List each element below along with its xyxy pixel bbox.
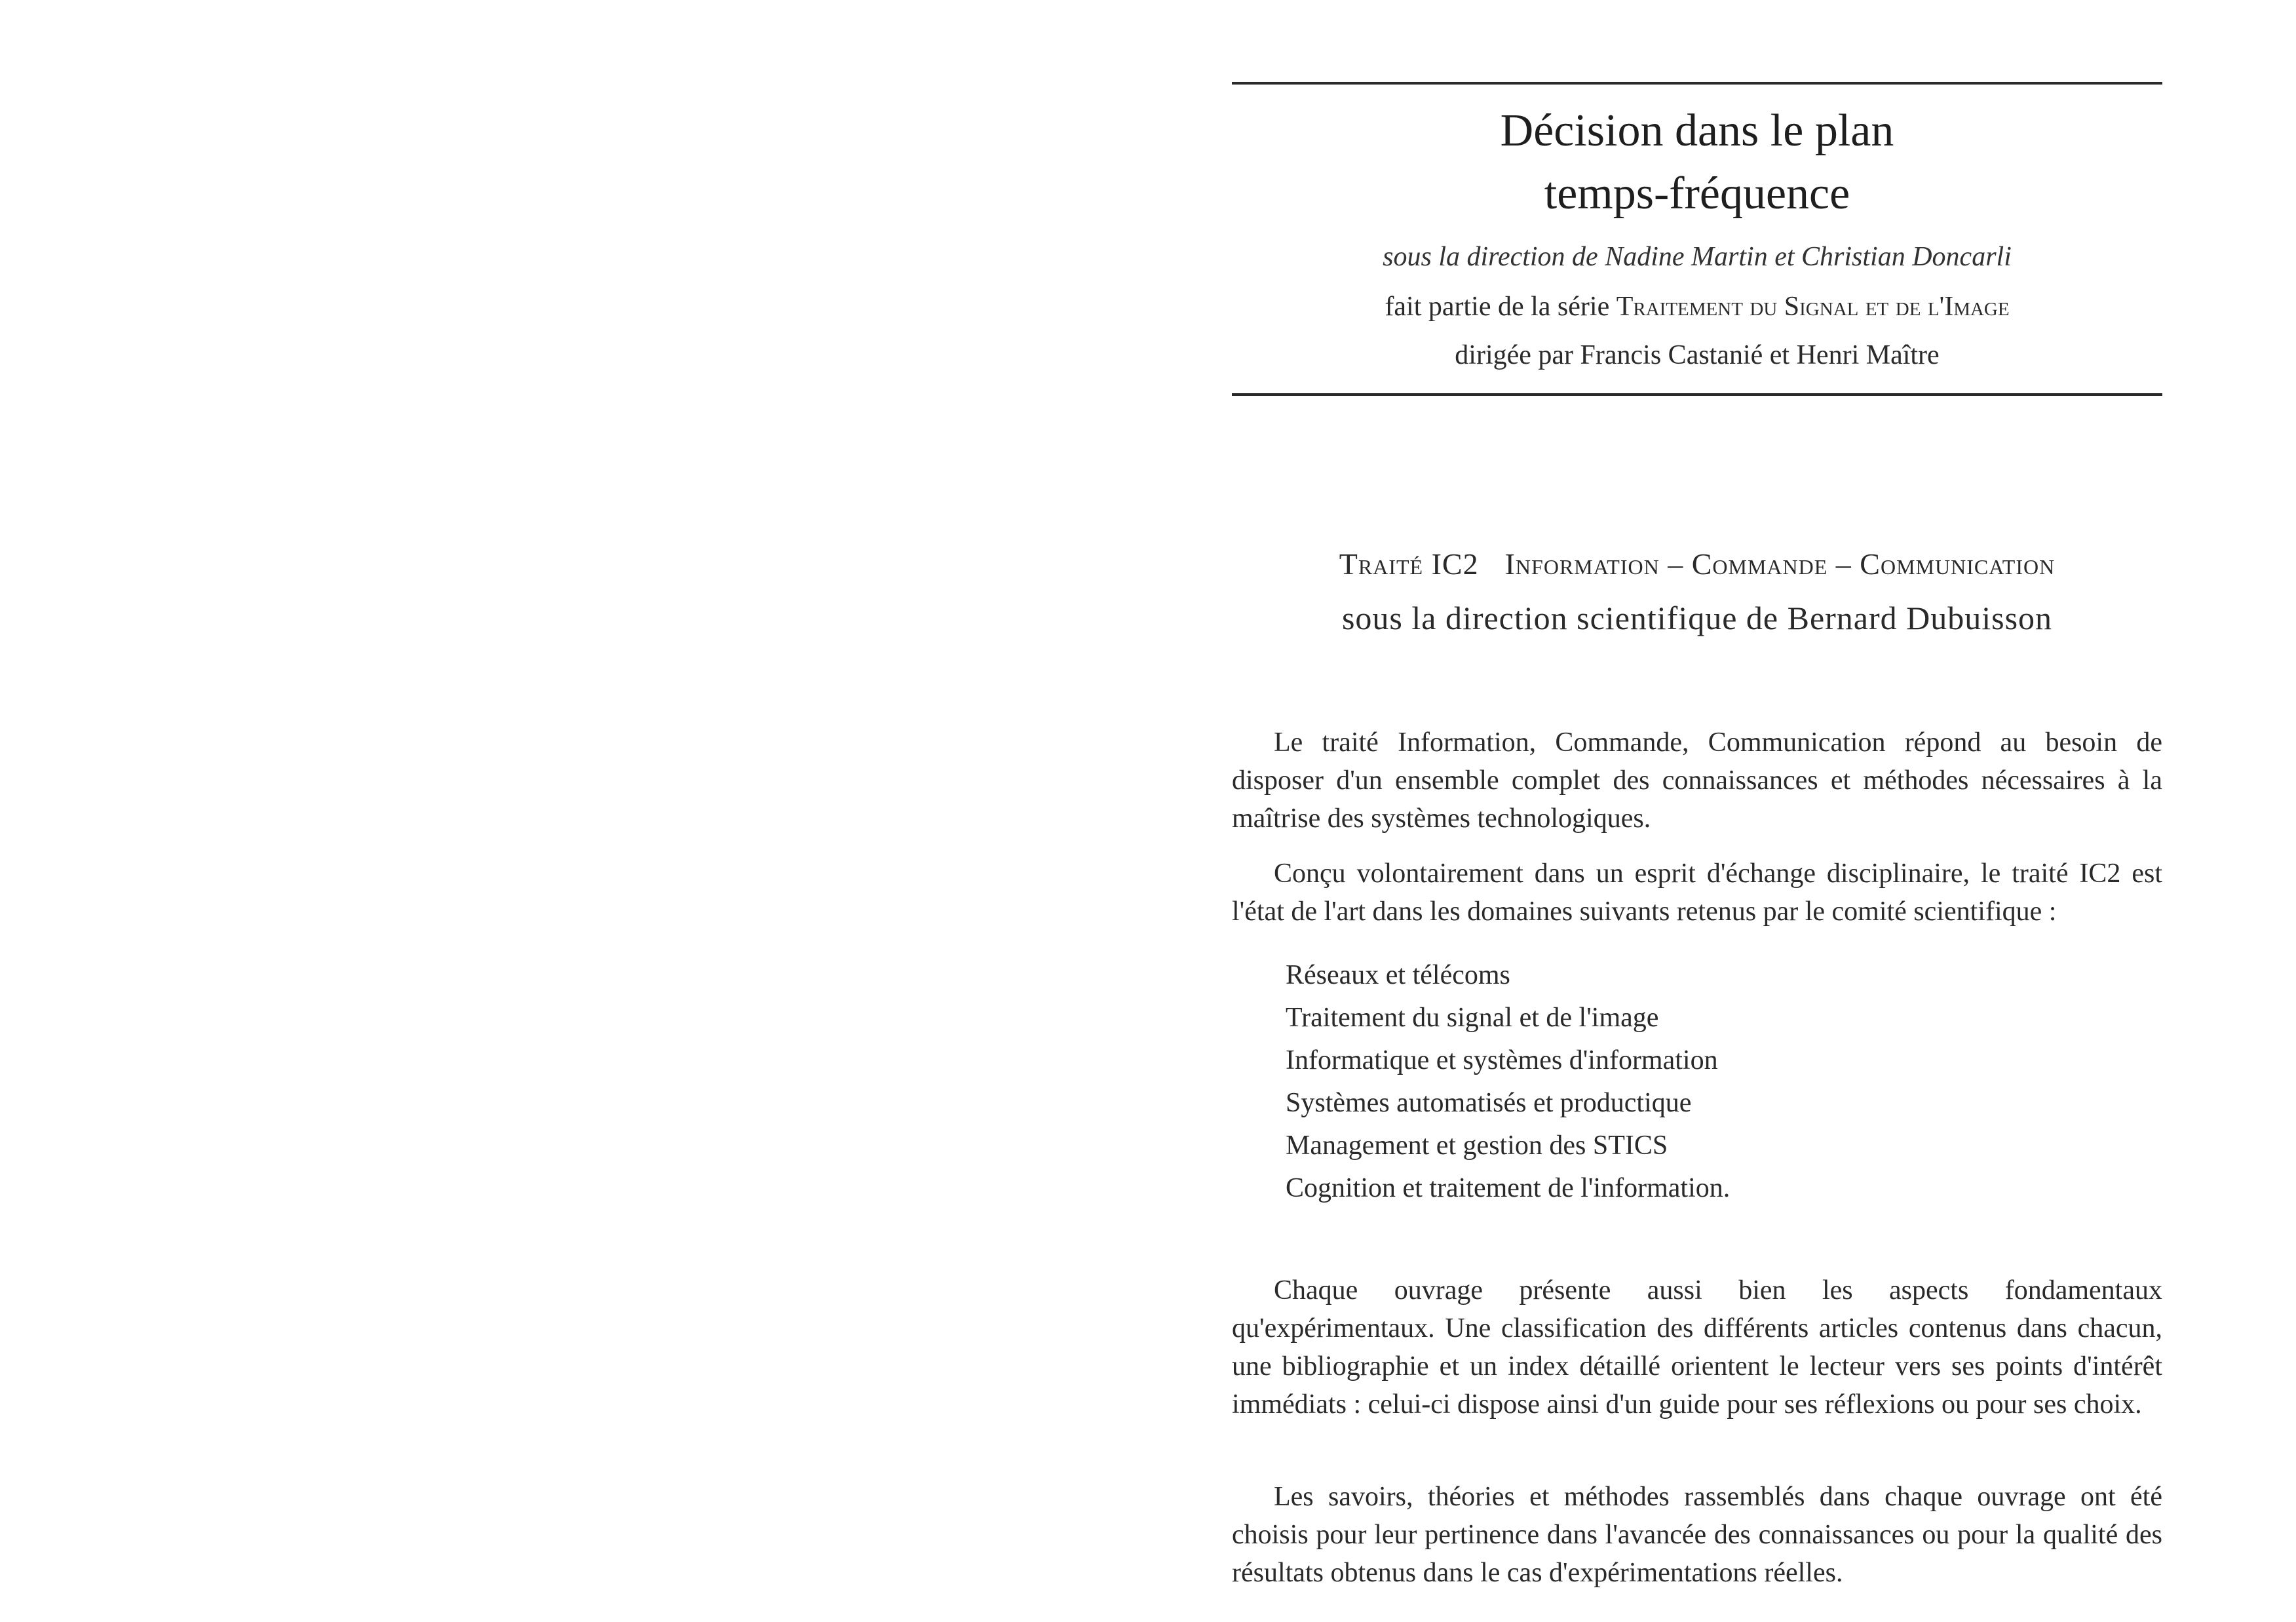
paragraph-knowledge: Les savoirs, théories et méthodes rassemblés dans chaque ouvrage ont été choisis pour leur pertinence dans l'avancée des connaissances ou pour la qualité des résultats obtenus dans le cas d'expérimentations réelles. (1232, 1482, 2162, 1588)
series-name: Traitement du Signal et de l'Image (1616, 292, 2010, 322)
editors-line: sous la direction de Nadine Martin et Christian Doncarli (1383, 242, 2012, 272)
treatise-name: Information – Commande – Communication (1504, 547, 2056, 581)
list-item: Réseaux et télécoms (1286, 960, 1510, 990)
book-title-line-2: temps-fréquence (1544, 168, 1850, 219)
treatise-heading (1232, 543, 2162, 586)
list-item: Management et gestion des STICS (1286, 1130, 1668, 1161)
series-prefix: fait partie de la série (1385, 292, 1617, 322)
right-page (1232, 0, 2162, 1622)
domain-list (1286, 954, 1730, 1210)
list-item: Informatique et systèmes d'information (1286, 1045, 1718, 1075)
list-item: Systèmes automatisés et productique (1286, 1088, 1692, 1118)
paragraph-intro: Le traité Information, Commande, Communication répond au besoin de disposer d'un ensemble complet des connaissances et méthodes nécessaires à la maîtrise des systèmes technologiques. (1232, 727, 2162, 834)
bottom-rule (1232, 393, 2162, 396)
paragraph-content: Chaque ouvrage présente aussi bien les aspects fondamentaux qu'expérimentaux. Une classification des différents articles contenus dans chacun, une bibliographie et un index détaillé orientent le lecteur vers ses points d'intérêt immédiats : celui-ci dispose ainsi d'un guide pour ses réflexions ou pour ses choix. (1232, 1275, 2162, 1419)
list-item: Cognition et traitement de l'information. (1286, 1173, 1731, 1203)
paragraph-domains-intro: Conçu volontairement dans un esprit d'échange disciplinaire, le traité IC2 est l'état de l'art dans les domaines suivants retenus par le comité scientifique : (1232, 859, 2162, 927)
series-directors-line: dirigée par Francis Castanié et Henri Maître (1455, 340, 1940, 370)
treatise-label: Traité IC2 (1339, 547, 1479, 581)
top-rule (1232, 82, 2162, 85)
scientific-direction-line: sous la direction scientifique de Bernard Dubuisson (1341, 600, 2053, 636)
list-item: Traitement du signal et de l'image (1286, 1003, 1659, 1033)
series-line (1232, 287, 2162, 326)
book-title-line-1: Décision dans le plan (1500, 106, 1894, 156)
